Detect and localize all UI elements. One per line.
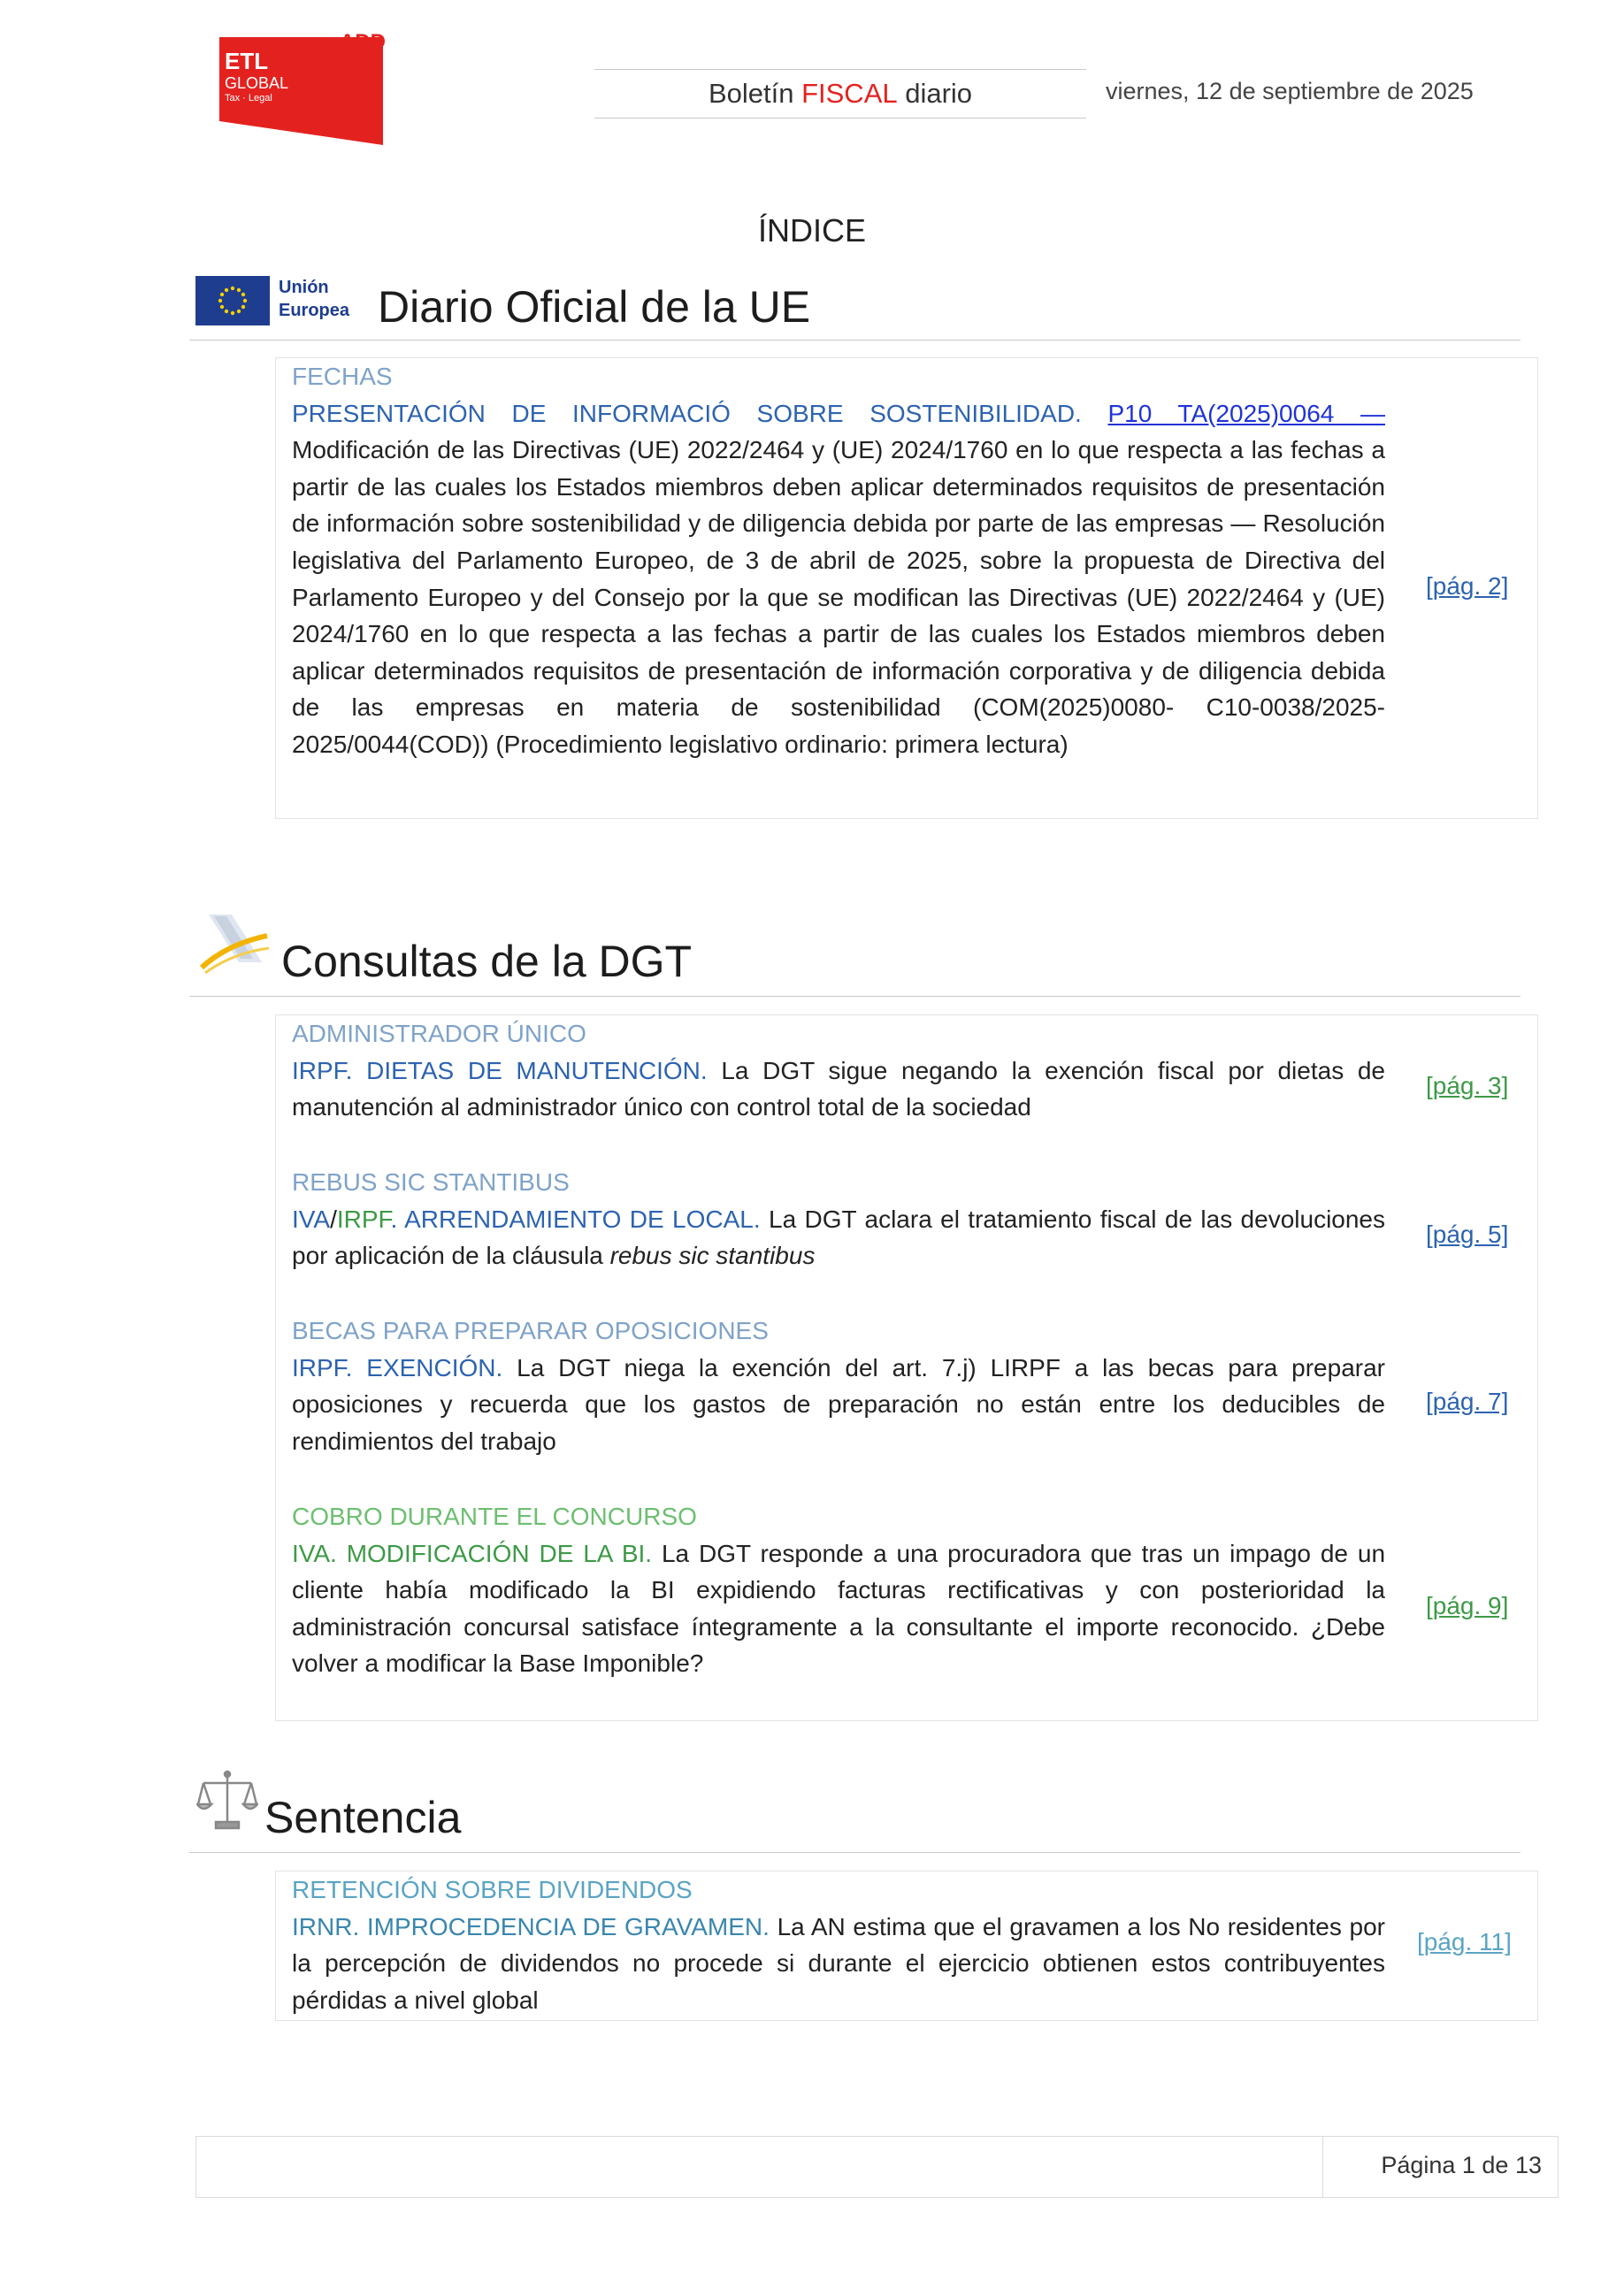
bulletin-prefix: Boletín: [708, 78, 802, 109]
entry-category: RETENCIÓN SOBRE DIVIDENDOS: [292, 1876, 693, 1903]
index-title: ÍNDICE: [757, 212, 866, 249]
section-divider-ue: [189, 340, 1521, 341]
entry-lead-sep: /: [330, 1205, 337, 1233]
svg-text:Tax · Legal: Tax · Legal: [225, 93, 272, 103]
footer-divider: [1322, 2137, 1323, 2197]
bulletin-suffix: diario: [897, 78, 973, 109]
eu-logo-text: Unión Europea: [279, 278, 350, 320]
entry-body: La AN estima que el gravamen a los No residentes por la percepción de dividendos no procede si durante el ejercicio obtienen estos contribuyentes pérdidas a nivel global: [292, 1912, 1386, 2014]
page-link[interactable]: [pág. 3]: [1426, 1072, 1509, 1099]
entry-category: BECAS PARA PREPARAR OPOSICIONES: [292, 1317, 769, 1344]
list-item: [292, 1498, 1385, 1682]
entry-body: La DGT aclara el tratamiento fiscal de las devoluciones por aplicación de la cláusula: [292, 1205, 1386, 1270]
svg-text:GLOBAL: GLOBAL: [225, 74, 289, 92]
page-link[interactable]: [pág. 2]: [1426, 572, 1509, 600]
entry-body: Modificación de las Directivas (UE) 2022/2464 y (UE) 2024/1760 en lo que respecta a las fechas a partir de las cuales los Estados miembros deben aplicar determinados requisitos de presentación de información sobre sostenibilidad y de diligencia debida por parte de las empresas — Resolución legislativa del Parlamento Europeo, de 3 de abril de 2025, sobre la propuesta de Directiva del Parlamento Europeo y del Consejo por la que se modifican las Directivas (UE) 2022/2464 y (UE) 2024/1760 en lo que respecta a las fechas a partir de las cuales los Estados miembros deben aplicar determinados requisitos de presentación de información corporativa y de diligencia debida de las empresas en materia de sostenibilidad (COM(2025)0080- C10-0038/2025- 2025/0044(COD)) (Procedimiento legislativo ordinario: primera lectura): [292, 436, 1385, 758]
scales-icon: [196, 1769, 258, 1833]
card-sentencia: [275, 1871, 1538, 2021]
entry-lead-iva: IVA: [292, 1205, 331, 1233]
entry-category: ADMINISTRADOR ÚNICO: [292, 1020, 586, 1047]
entry-lead-irpf: IRPF: [336, 1205, 391, 1233]
section-divider-dgt: [189, 996, 1521, 997]
entry-lead: PRESENTACIÓN DE INFORMACIÓ SOBRE SOSTENIBILIDAD.: [292, 399, 1082, 427]
aeat-icon: [196, 909, 271, 976]
entry-lead: . ARRENDAMIENTO DE LOCAL.: [390, 1205, 761, 1233]
entry-category: REBUS SIC STANTIBUS: [292, 1168, 570, 1196]
entry-lead: IRNR. IMPROCEDENCIA DE GRAVAMEN.: [292, 1912, 770, 1940]
entry-body: La DGT responde a una procuradora que tras un impago de un cliente había modificado la BI expidiendo facturas rectificativas y con posterioridad la administración concursal satisface íntegramente a la consultante el importe reconocido. ¿Debe volver a modificar la Base Imponible?: [292, 1539, 1386, 1678]
section-divider-sentencia: [189, 1852, 1521, 1853]
entry-body: La DGT sigue negando la exención fiscal por dietas de manutención al administrador único con control total de la sociedad: [292, 1056, 1386, 1121]
bulletin-fiscal: FISCAL: [801, 78, 898, 109]
bulletin-date: viernes, 12 de septiembre de 2025: [1106, 78, 1474, 104]
list-item: [292, 1313, 1385, 1459]
entry-body: La DGT niega la exención del art. 7.j) LIRPF a las becas para preparar oposiciones y recuerda que los gastos de preparación no están entre los deducibles de rendimientos del trabajo: [292, 1353, 1385, 1455]
section-title-sentencia: Sentencia: [264, 1793, 462, 1842]
list-item: [292, 358, 1385, 763]
page-footer: [195, 2136, 1559, 2198]
card-ue: [275, 357, 1538, 819]
entry-lead: IVA. MODIFICACIÓN DE LA BI.: [292, 1539, 653, 1567]
eu-flag-logo: [195, 274, 360, 327]
page-link[interactable]: [pág. 5]: [1426, 1221, 1509, 1248]
list-item: [292, 1164, 1385, 1274]
entry-lead: IRPF. DIETAS DE MANUTENCIÓN.: [292, 1056, 708, 1084]
card-dgt: [275, 1014, 1538, 1721]
entry-body-italic: rebus sic stantibus: [609, 1242, 816, 1270]
entry-doc-link[interactable]: P10 TA(2025)0064 —: [1107, 399, 1385, 427]
list-item: [292, 1015, 1385, 1126]
page-link[interactable]: [pág. 7]: [1426, 1388, 1509, 1415]
entry-category: COBRO DURANTE EL CONCURSO: [292, 1503, 697, 1530]
page-number: Página 1 de 13: [1381, 2152, 1542, 2178]
logo-add-label: ADD: [340, 30, 386, 54]
svg-text:ETL: ETL: [225, 48, 269, 74]
section-title-dgt: Consultas de la DGT: [281, 937, 693, 986]
page-link[interactable]: [pág. 11]: [1417, 1928, 1512, 1955]
list-item: [292, 1871, 1385, 2018]
entry-lead: IRPF. EXENCIÓN.: [292, 1353, 503, 1381]
eu-flag-icon: [195, 276, 270, 325]
bulletin-title: [594, 69, 1086, 119]
page-link[interactable]: [pág. 9]: [1426, 1592, 1509, 1619]
section-title-ue: Diario Oficial de la UE: [378, 282, 811, 332]
entry-category: FECHAS: [292, 363, 393, 390]
